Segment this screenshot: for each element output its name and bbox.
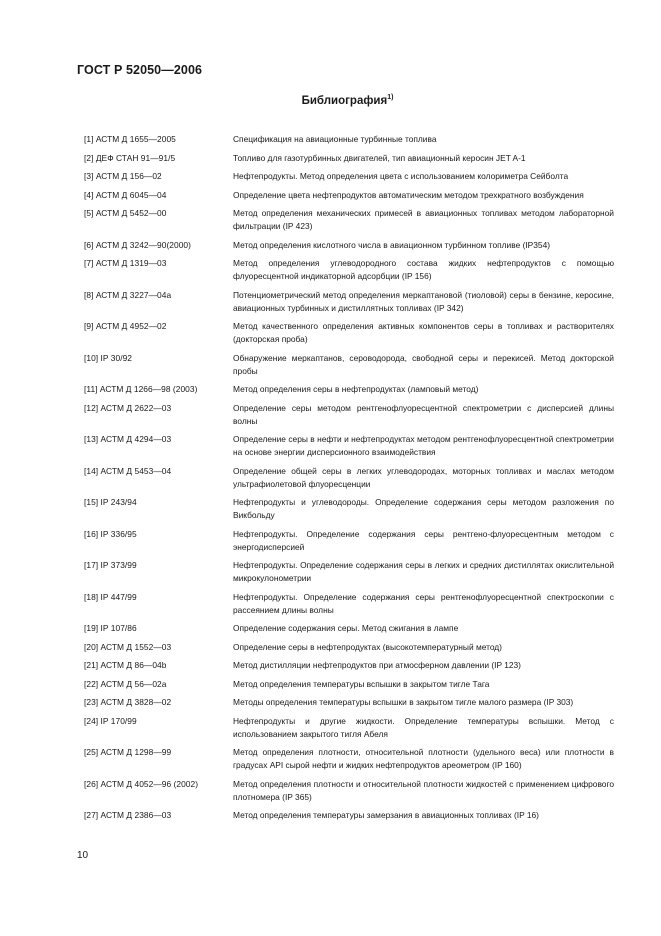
entry-reference: [11] АСТМ Д 1266—98 (2003) bbox=[84, 384, 198, 394]
bibliography-entry bbox=[84, 402, 614, 428]
entry-reference: [7] АСТМ Д 1319—03 bbox=[84, 258, 167, 268]
entry-description: Нефтепродукты. Определение содержания серы в легких и средних дистиллятах окислительной микрокулонометрии bbox=[233, 560, 614, 583]
bibliography-title bbox=[0, 94, 661, 107]
bibliography-entry bbox=[84, 320, 614, 346]
bibliography-entry bbox=[84, 528, 614, 554]
entry-description: Методы определения температуры вспышки в закрытом тигле малого размера (IP 303) bbox=[233, 697, 574, 707]
entry-description: Нефтепродукты. Определение содержания серы рентгено-флуоресцентным методом с энергодисперсией bbox=[233, 528, 614, 552]
entry-reference: [19] IP 107/86 bbox=[84, 623, 137, 633]
entry-reference: [17] IP 373/99 bbox=[84, 560, 137, 570]
bibliography-entry bbox=[84, 659, 614, 672]
entry-description: Потенциометрический метод определения меркаптановой (тиоловой) серы в бензине, керосине, авиационных турбинных и дистиллятных топливах (IP 342) bbox=[233, 289, 614, 313]
bibliography-entry bbox=[84, 152, 614, 165]
entry-description: Определение общей серы в легких углеводородах, моторных топливах и маслах методом ультрафиолетовой флуоресценции bbox=[233, 465, 614, 489]
entry-reference: [4] АСТМ Д 6045—04 bbox=[84, 189, 167, 200]
bibliography-entry bbox=[84, 559, 614, 585]
entry-description: Нефтепродукты и другие жидкости. Определение температуры вспышки. Метод с использованием закрытого тигля Абеля bbox=[233, 715, 614, 739]
bibliography-entry bbox=[84, 496, 614, 522]
entry-description: Определение серы в нефтепродуктах (высокотемпературный метод) bbox=[233, 641, 502, 652]
entry-reference: [3] АСТМ Д 156—02 bbox=[84, 171, 162, 181]
bibliography-entry bbox=[84, 189, 614, 202]
bibliography-entry bbox=[84, 591, 614, 617]
entry-reference: [13] АСТМ Д 4294—03 bbox=[84, 434, 172, 444]
entry-reference: [14] АСТМ Д 5453—04 bbox=[84, 465, 172, 476]
bibliography-entry bbox=[84, 678, 614, 691]
entry-description: Определение серы методом рентгенофлуоресцентной спектрометрии с дисперсией длины волны bbox=[233, 402, 614, 426]
entry-reference: [23] АСТМ Д 3828—02 bbox=[84, 697, 172, 707]
bibliography-entry bbox=[84, 778, 614, 804]
entry-description: Метод определения температуры вспышки в закрытом тигле Тага bbox=[233, 678, 490, 689]
document-code-header: ГОСТ Р 52050—2006 bbox=[77, 63, 203, 77]
bibliography-entry bbox=[84, 170, 614, 183]
entry-description: Нефтепродукты. Определение содержания серы рентгенофлуоресцентной спектроскопии с рассеянием длины волны bbox=[233, 591, 614, 615]
entry-description: Метод дистилляции нефтепродуктов при атмосферном давлении (IP 123) bbox=[233, 660, 521, 670]
bibliography-list bbox=[84, 133, 614, 828]
entry-description: Спецификация на авиационные турбинные топлива bbox=[233, 134, 437, 144]
entry-reference: [6] АСТМ Д 3242—90(2000) bbox=[84, 239, 191, 250]
entry-description: Метод определения механических примесей в авиационных топливах методом лабораторной фильтрации (IP 423) bbox=[233, 208, 614, 231]
entry-description: Определение содержания серы. Метод сжигания в лампе bbox=[233, 623, 459, 633]
entry-description: Метод определения температуры замерзания в авиационных топливах (IP 16) bbox=[233, 810, 539, 820]
entry-description: Топливо для газотурбинных двигателей, тип авиационный керосин JET A-1 bbox=[233, 152, 526, 163]
footnote-mark: 1) bbox=[387, 94, 394, 101]
bibliography-title-text: Библиография bbox=[301, 95, 388, 107]
page-number: 10 bbox=[77, 850, 89, 861]
bibliography-entry bbox=[84, 622, 614, 635]
entry-reference: [16] IP 336/95 bbox=[84, 528, 137, 539]
entry-reference: [24] IP 170/99 bbox=[84, 715, 137, 726]
entry-reference: [20] АСТМ Д 1552—03 bbox=[84, 641, 172, 652]
bibliography-entry bbox=[84, 239, 614, 252]
entry-description: Метод качественного определения активных компонентов серы в топливах и растворителях (докторская проба) bbox=[233, 321, 614, 344]
entry-description: Метод определения плотности, относительной плотности (удельного веса) или плотности в градусах API сырой нефти и жидких нефтепродуктов ареометром (IP 160) bbox=[233, 747, 614, 770]
entry-description: Метод определения кислотного числа в авиационном турбинном топливе (IP354) bbox=[233, 239, 551, 250]
entry-description: Нефтепродукты. Метод определения цвета с использованием колориметра Сейболта bbox=[233, 171, 569, 181]
entry-reference: [10] IP 30/92 bbox=[84, 352, 132, 363]
bibliography-entry bbox=[84, 809, 614, 822]
bibliography-entry bbox=[84, 641, 614, 654]
entry-reference: [22] АСТМ Д 56—02а bbox=[84, 678, 167, 689]
entry-reference: [12] АСТМ Д 2622—03 bbox=[84, 402, 172, 413]
bibliography-entry bbox=[84, 207, 614, 233]
entry-reference: [21] АСТМ Д 86—04b bbox=[84, 660, 167, 670]
entry-description: Обнаружение меркаптанов, сероводорода, свободной серы и перекисей. Метод докторской пробы bbox=[233, 352, 614, 376]
entry-reference: [18] IP 447/99 bbox=[84, 591, 137, 602]
bibliography-entry bbox=[84, 352, 614, 378]
entry-reference: [9] АСТМ Д 4952—02 bbox=[84, 321, 167, 331]
bibliography-entry bbox=[84, 465, 614, 491]
bibliography-entry bbox=[84, 383, 614, 396]
entry-reference: [26] АСТМ Д 4052—96 (2002) bbox=[84, 778, 199, 789]
bibliography-entry bbox=[84, 433, 614, 459]
bibliography-entry bbox=[84, 746, 614, 772]
entry-reference: [27] АСТМ Д 2386—03 bbox=[84, 810, 172, 820]
bibliography-entry bbox=[84, 257, 614, 283]
entry-description: Метод определения плотности и относительной плотности жидкостей с применением цифрового плотномера (IP 365) bbox=[233, 778, 614, 802]
entry-reference: [1] АСТМ Д 1655—2005 bbox=[84, 134, 176, 144]
entry-description: Определение серы в нефти и нефтепродуктах методом рентгенофлуоресцентной спектрометрии на основе энергии дисперсионного взаимодействия bbox=[233, 434, 614, 457]
entry-description: Метод определения серы в нефтепродуктах (ламповый метод) bbox=[233, 384, 479, 394]
entry-reference: [8] АСТМ Д 3227—04а bbox=[84, 289, 172, 300]
entry-reference: [5] АСТМ Д 5452—00 bbox=[84, 208, 167, 218]
bibliography-entry bbox=[84, 696, 614, 709]
entry-reference: [15] IP 243/94 bbox=[84, 497, 137, 507]
bibliography-entry bbox=[84, 715, 614, 741]
entry-description: Метод определения углеводородного состава жидких нефтепродуктов с помощью флуоресцентной индикаторной адсорбции (IP 156) bbox=[233, 258, 614, 281]
entry-reference: [25] АСТМ Д 1298—99 bbox=[84, 747, 172, 757]
entry-reference: [2] ДЕФ СТАН 91—91/5 bbox=[84, 152, 176, 163]
bibliography-entry bbox=[84, 289, 614, 315]
entry-description: Нефтепродукты и углеводороды. Определение содержания серы методом разложения по Викбольду bbox=[233, 497, 614, 520]
entry-description: Определение цвета нефтепродуктов автоматическим методом трехкратного возбуждения bbox=[233, 189, 584, 200]
bibliography-entry bbox=[84, 133, 614, 146]
